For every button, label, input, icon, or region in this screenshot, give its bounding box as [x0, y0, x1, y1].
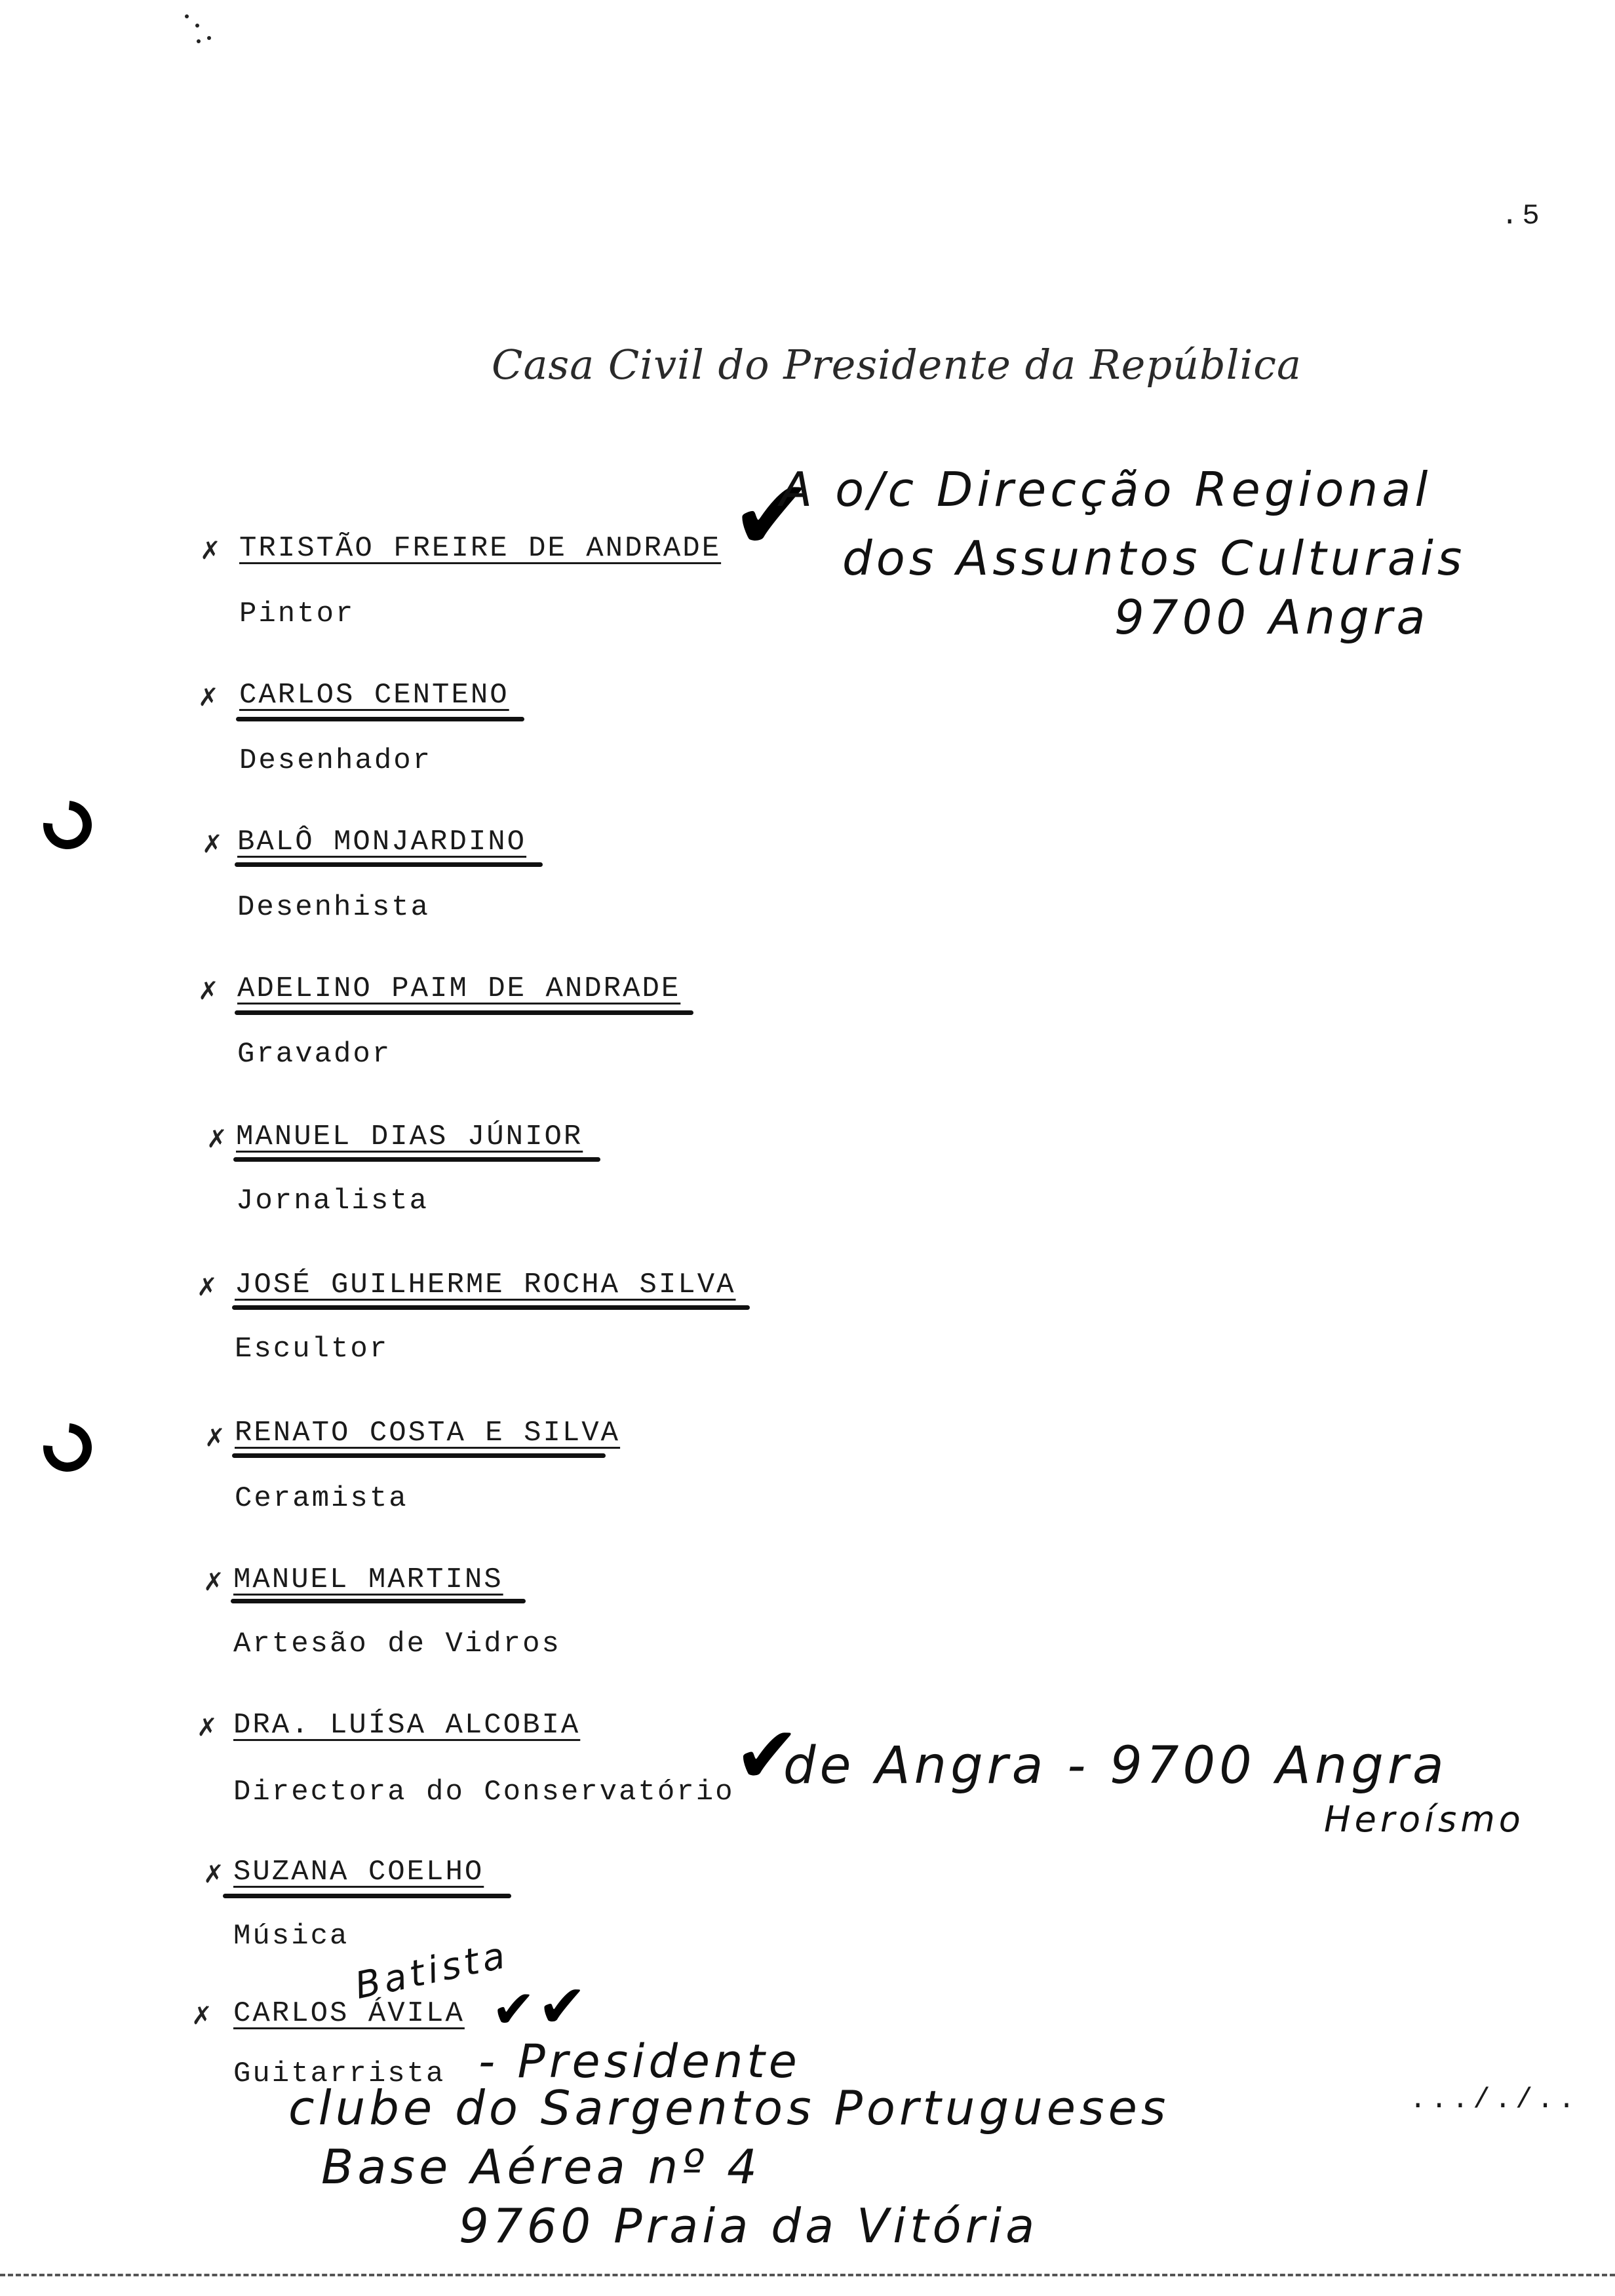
scan-speck	[207, 36, 211, 40]
tick-mark: ✗	[198, 683, 219, 712]
person-role: Ceramista	[235, 1482, 408, 1515]
person-role: Jornalista	[236, 1185, 429, 1217]
tick-mark: ✗	[198, 976, 219, 1005]
handwritten-note: Batista	[351, 1933, 513, 2008]
pen-underline	[235, 1010, 693, 1015]
page-number: .5	[1501, 200, 1544, 233]
handwritten-note: Base Aérea nº 4	[321, 2139, 761, 2194]
person-role: Música	[233, 1920, 349, 1953]
person-name: JOSÉ GUILHERME ROCHA SILVA	[235, 1269, 736, 1301]
punch-hole-icon	[33, 791, 102, 859]
letterhead: Casa Civil do Presidente da República	[492, 341, 1302, 389]
tick-mark: ✗	[197, 1713, 218, 1742]
scan-edge	[0, 2274, 1615, 2279]
person-name: MANUEL MARTINS	[233, 1563, 503, 1596]
pen-underline	[223, 1894, 511, 1898]
person-name: CARLOS ÁVILA	[233, 1997, 465, 2030]
person-name: BALÔ MONJARDINO	[237, 826, 527, 858]
person-role: Desenhista	[237, 891, 431, 924]
handwritten-note: 9760 Praia da Vitória	[459, 2198, 1039, 2253]
person-name: SUZANA COELHO	[233, 1856, 484, 1888]
tick-mark: ✗	[204, 1423, 225, 1452]
person-name: DRA. LUÍSA ALCOBIA	[233, 1709, 581, 1742]
pen-underline	[235, 862, 543, 867]
tick-mark: ✗	[191, 2001, 212, 2030]
tick-mark: ✗	[203, 1860, 224, 1888]
handwritten-note: clube do Sargentos Portugueses	[288, 2080, 1170, 2135]
handwritten-note: dos Assuntos Culturais	[842, 531, 1466, 586]
tick-mark: ✗	[202, 830, 223, 858]
person-role: Pintor	[239, 598, 355, 630]
person-role: Artesão de Vidros	[233, 1628, 561, 1660]
handwritten-note: A o/c Direcção Regional	[780, 462, 1432, 517]
person-role: Desenhador	[239, 744, 433, 777]
checkmark-icon: ✔	[492, 1979, 536, 2040]
handwritten-note: Heroísmo	[1324, 1799, 1525, 1840]
handwritten-note: de Angra - 9700 Angra	[783, 1736, 1448, 1795]
handwritten-note: 9700 Angra	[1114, 590, 1430, 645]
tick-mark: ✗	[206, 1124, 227, 1153]
tick-mark: ✗	[203, 1567, 224, 1596]
person-role: Escultor	[235, 1333, 389, 1366]
punch-hole-icon	[33, 1413, 102, 1482]
checkmark-icon: ✔	[731, 459, 813, 573]
tick-mark: ✗	[197, 1272, 218, 1301]
pen-underline	[232, 1453, 606, 1458]
continuation-marker: ..././..	[1409, 2084, 1580, 2116]
person-name: RENATO COSTA E SILVA	[235, 1417, 621, 1449]
tick-mark: ✗	[200, 536, 221, 565]
scan-speck	[185, 14, 189, 18]
person-role: Guitarrista	[233, 2057, 446, 2090]
person-name: CARLOS CENTENO	[239, 679, 509, 712]
checkmark-icon: ✔	[537, 1972, 587, 2041]
handwritten-note: - Presidente	[478, 2035, 801, 2088]
person-name: MANUEL DIAS JÚNIOR	[236, 1120, 583, 1153]
checkmark-icon: ✔	[734, 1710, 800, 1801]
person-role: Directora do Conservatório	[233, 1776, 735, 1808]
person-name: ADELINO PAIM DE ANDRADE	[237, 972, 681, 1005]
pen-underline	[231, 1599, 526, 1603]
pen-underline	[232, 1305, 750, 1310]
scan-speck	[197, 39, 201, 43]
person-role: Gravador	[237, 1038, 392, 1071]
pen-underline	[233, 1157, 600, 1162]
pen-underline	[236, 717, 524, 721]
scan-speck	[195, 24, 199, 28]
person-name: TRISTÃO FREIRE DE ANDRADE	[239, 532, 722, 565]
